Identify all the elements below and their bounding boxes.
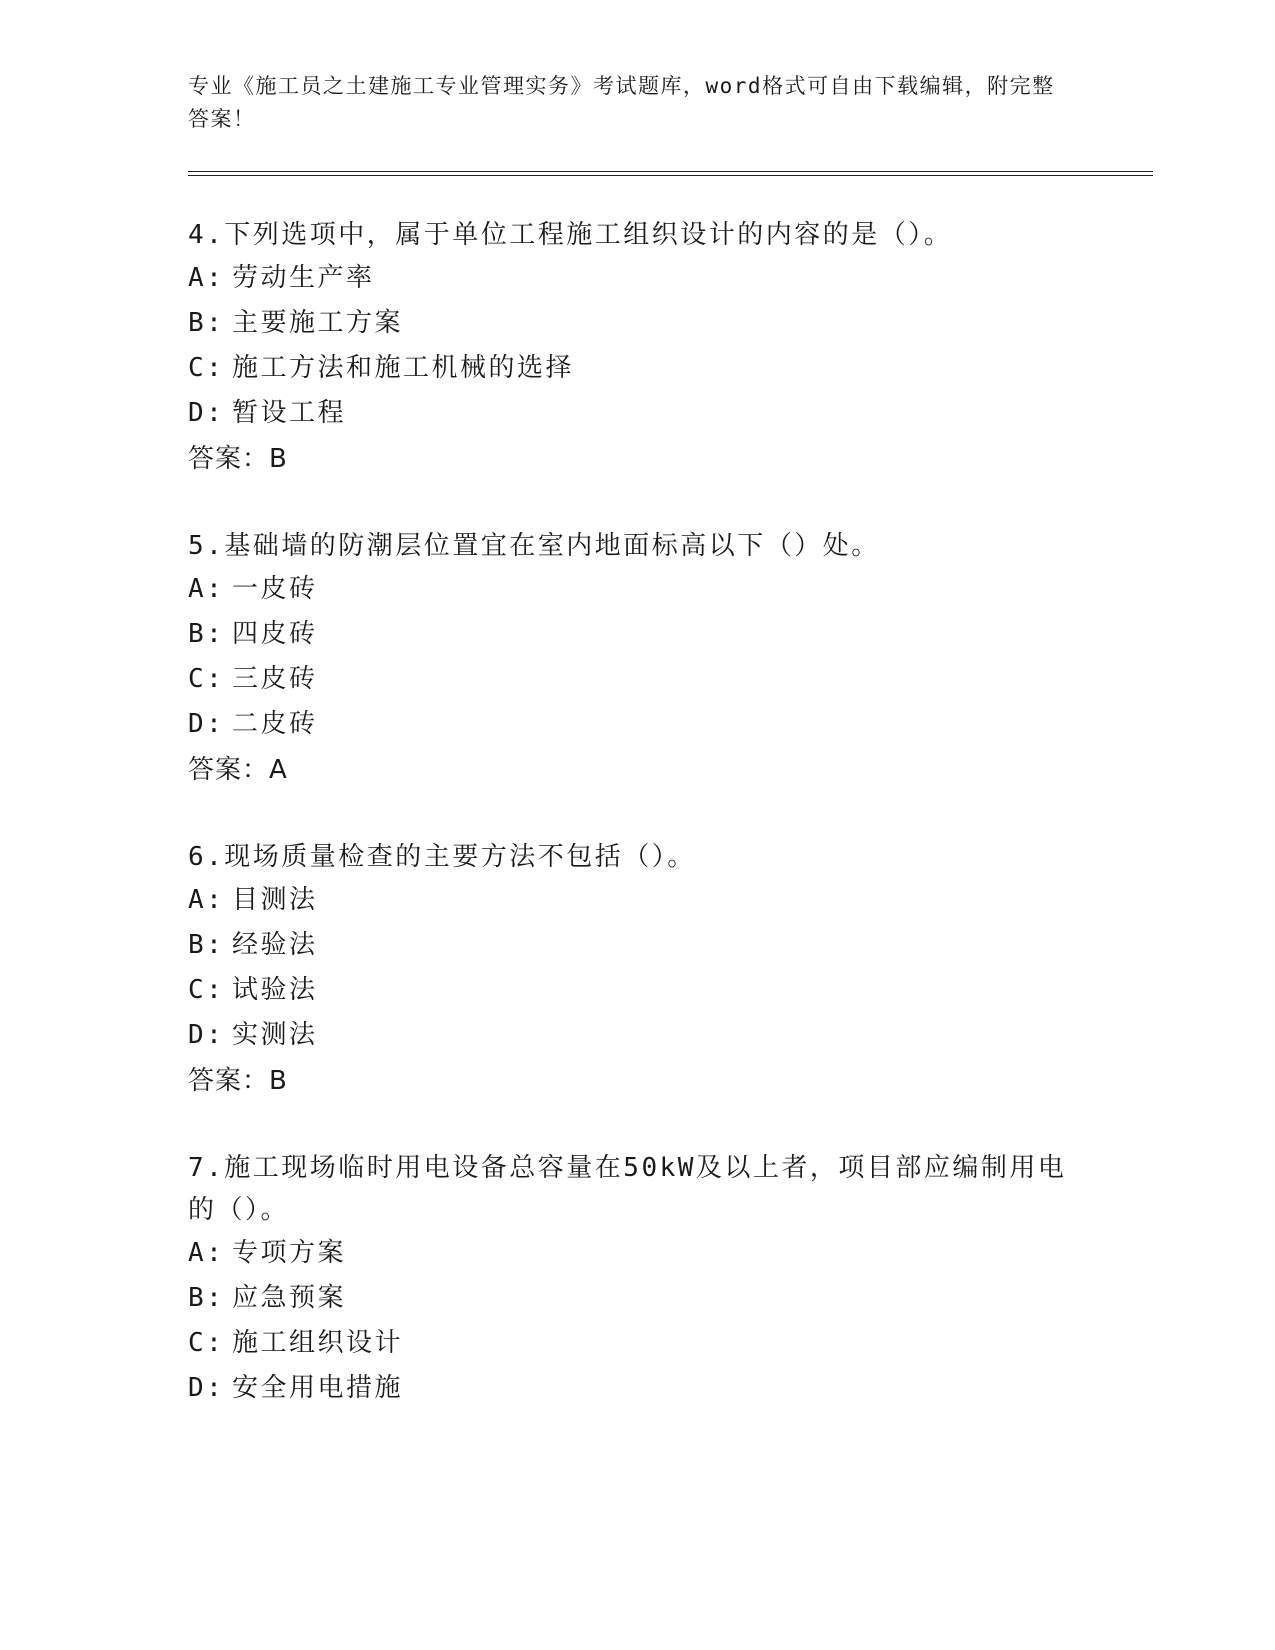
question-stem: 7.施工现场临时用电设备总容量在50kW及以上者，项目部应编制用电的（）。 (188, 1153, 1067, 1225)
option-key: D: (188, 1020, 225, 1050)
question-4 (188, 214, 1148, 482)
question-7 (188, 1147, 1148, 1411)
option-text: 施工方法和施工机械的选择 (232, 353, 575, 383)
option-text: 劳动生产率 (232, 263, 375, 293)
answer-line: 答案：B (188, 444, 288, 474)
option-text: 专项方案 (232, 1238, 347, 1268)
option-d (188, 702, 1148, 747)
option-d (188, 1366, 1148, 1411)
option-key: D: (188, 709, 225, 739)
option-c (188, 968, 1148, 1013)
option-text: 四皮砖 (232, 619, 318, 649)
option-d (188, 391, 1148, 436)
option-text: 二皮砖 (232, 709, 318, 739)
option-text: 目测法 (232, 885, 318, 915)
question-stem: 4.下列选项中，属于单位工程施工组织设计的内容的是（）。 (188, 220, 953, 250)
option-key: C: (188, 1328, 225, 1358)
option-text: 暂设工程 (232, 398, 347, 428)
option-a (188, 256, 1148, 301)
option-c (188, 1321, 1148, 1366)
option-key: B: (188, 1283, 225, 1313)
option-key: A: (188, 885, 225, 915)
question-stem: 6.现场质量检查的主要方法不包括（）。 (188, 842, 696, 872)
option-text: 试验法 (232, 975, 318, 1005)
option-c (188, 657, 1148, 702)
option-text: 实测法 (232, 1020, 318, 1050)
option-key: D: (188, 1373, 225, 1403)
option-b (188, 612, 1148, 657)
option-a (188, 878, 1148, 923)
option-text: 经验法 (232, 930, 318, 960)
option-text: 主要施工方案 (232, 308, 404, 338)
option-key: A: (188, 574, 225, 604)
answer-line: 答案：B (188, 1066, 288, 1096)
option-b (188, 1276, 1148, 1321)
question-6 (188, 836, 1148, 1104)
option-d (188, 1013, 1148, 1058)
option-key: D: (188, 398, 225, 428)
header-double-rule (188, 171, 1153, 176)
option-a (188, 1231, 1148, 1276)
option-key: A: (188, 263, 225, 293)
option-a (188, 567, 1148, 612)
option-key: B: (188, 619, 225, 649)
option-c (188, 346, 1148, 391)
option-key: B: (188, 930, 225, 960)
option-key: C: (188, 353, 225, 383)
option-text: 三皮砖 (232, 664, 318, 694)
option-text: 应急预案 (232, 1283, 347, 1313)
document-page (188, 70, 1148, 1454)
option-text: 一皮砖 (232, 574, 318, 604)
answer-line: 答案：A (188, 755, 288, 785)
question-5 (188, 525, 1148, 793)
option-key: C: (188, 975, 225, 1005)
option-b (188, 923, 1148, 968)
option-key: B: (188, 308, 225, 338)
option-b (188, 301, 1148, 346)
question-stem: 5.基础墙的防潮层位置宜在室内地面标高以下（）处。 (188, 531, 880, 561)
option-key: A: (188, 1238, 225, 1268)
option-key: C: (188, 664, 225, 694)
option-text: 施工组织设计 (232, 1328, 404, 1358)
question-list (188, 214, 1148, 1411)
option-text: 安全用电措施 (232, 1373, 404, 1403)
document-intro: 专业《施工员之土建施工专业管理实务》考试题库，word格式可自由下载编辑，附完整答案！ (188, 74, 1055, 131)
